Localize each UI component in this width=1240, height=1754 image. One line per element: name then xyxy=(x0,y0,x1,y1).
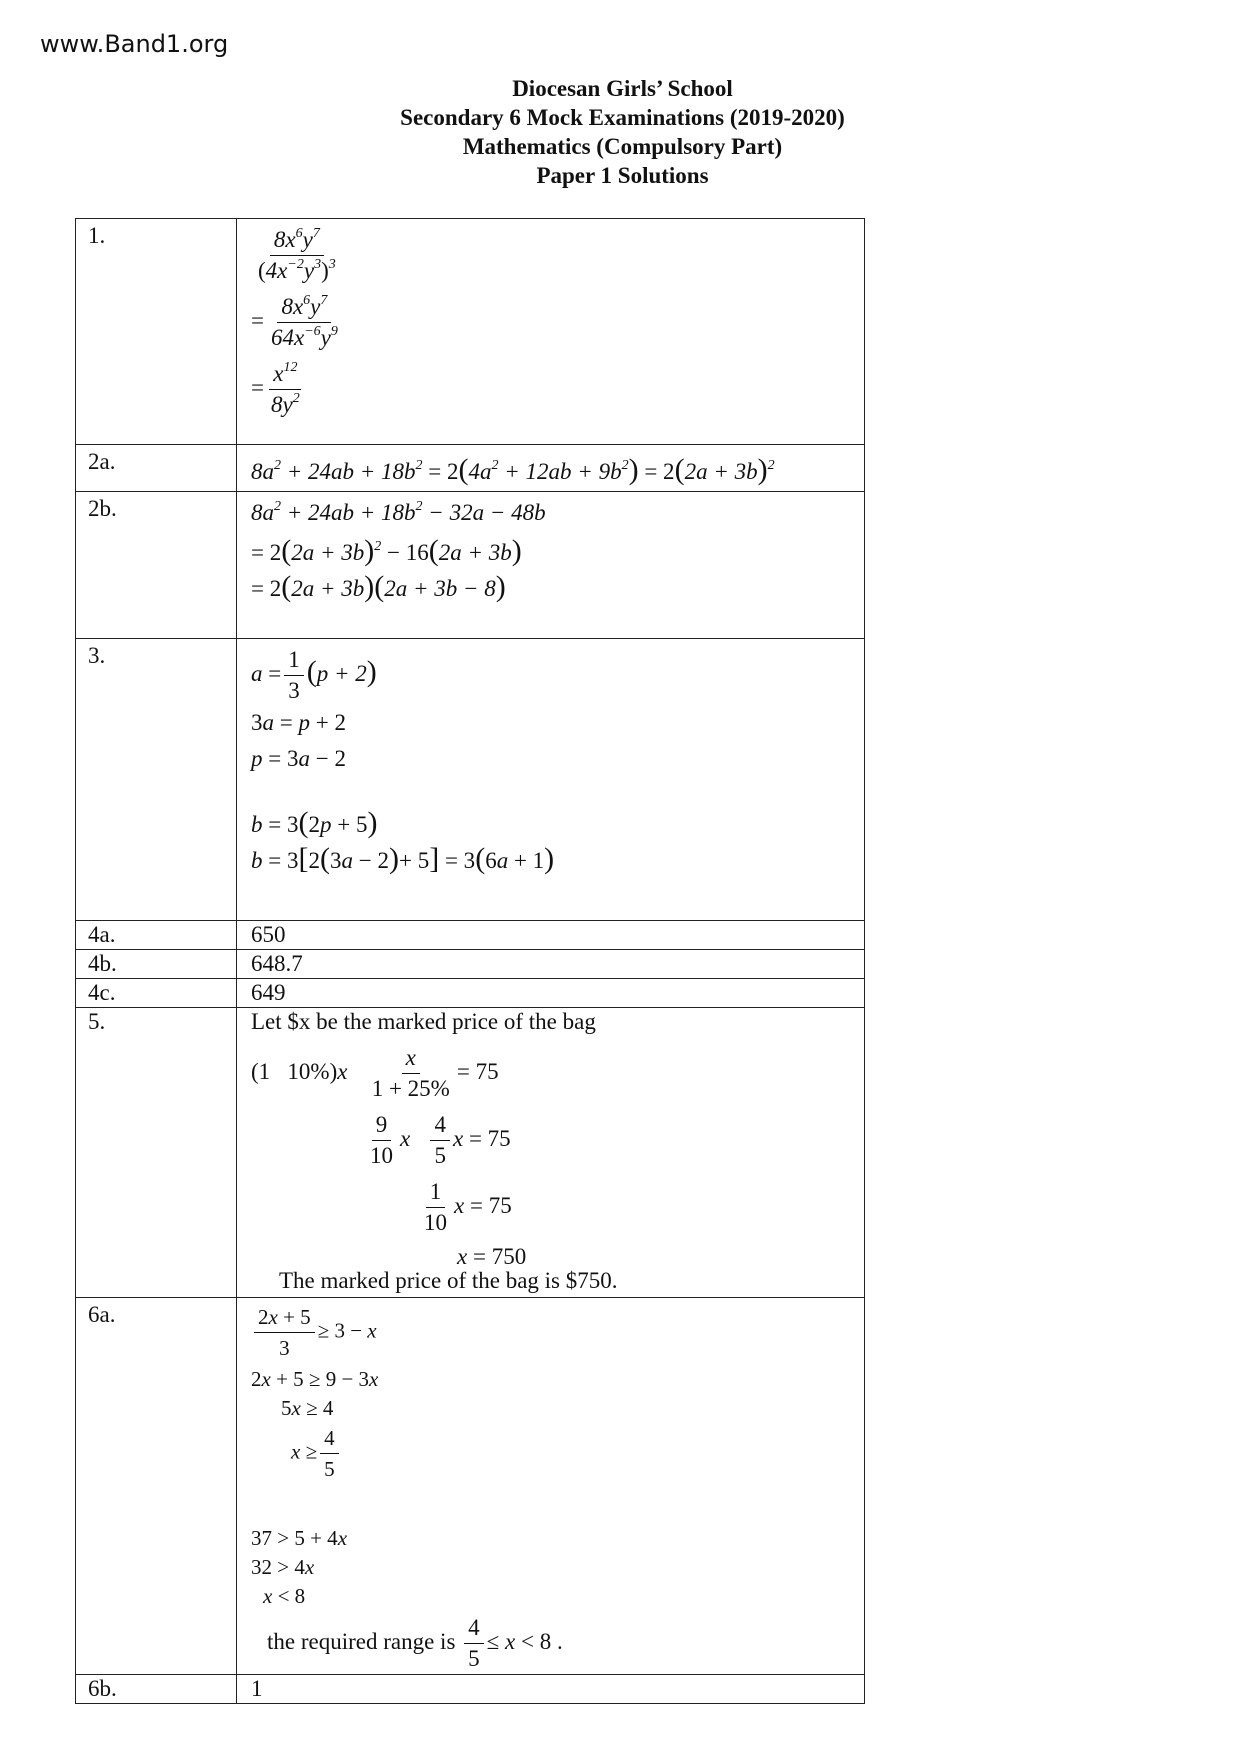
table-row xyxy=(76,979,865,1008)
answer-cell: 1 xyxy=(237,1675,865,1704)
solutions-table xyxy=(75,218,865,1704)
answer-cell: $8a^2 + 24ab + 18b^2 = 2(4a^2 + 12ab + 9b^2) = 2(2a + 3b)^2$ xyxy=(237,445,865,492)
table-row xyxy=(76,950,865,979)
question-number: 5. xyxy=(76,1008,237,1298)
table-row xyxy=(76,219,865,445)
table-row xyxy=(76,1675,865,1704)
question-number: 6a. xyxy=(76,1298,237,1675)
answer-cell: a = $\frac{1}{3}$ (p + 2) 3a = p + 2 p = 3a − 2 b = 3(2p + 5) b = 3[2(3a − 2)+ 5] = 3(6a + 1) xyxy=(237,639,865,921)
answer-cell: 649 xyxy=(237,979,865,1008)
school-name: Diocesan Girls’ School xyxy=(512,76,733,101)
answer-cell: $\frac{8x^6y^7}{(4x^{-2}y^3)^3}$ = $\frac{8x^6y^7}{64x^{-6}y^9}$ = $\frac{x^{12}}{8y^2}$ xyxy=(237,219,865,445)
question-number: 4a. xyxy=(76,921,237,950)
question-number: 4b. xyxy=(76,950,237,979)
table-row xyxy=(76,921,865,950)
paper-title: Paper 1 Solutions xyxy=(536,163,709,188)
subject-title: Mathematics (Compulsory Part) xyxy=(462,134,783,159)
exam-title: Secondary 6 Mock Examinations (2019-2020) xyxy=(400,105,845,130)
question-number: 2a. xyxy=(76,445,237,492)
answer-intro: Let $x be the marked price of the bag xyxy=(251,1009,596,1034)
table-row xyxy=(76,639,865,921)
answer-conclusion: The marked price of the bag is $750. xyxy=(279,1268,618,1293)
website-watermark: www.Band1.org xyxy=(40,30,229,58)
answer-cell: 650 xyxy=(237,921,865,950)
question-number: 3. xyxy=(76,639,237,921)
table-row xyxy=(76,1008,865,1298)
question-number: 4c. xyxy=(76,979,237,1008)
answer-cell: Let $x be the marked price of the bag (1 10%)x $\frac{x}{1 + 25\%}$ = 75 $\frac{9}{10}$ x $\frac{4}{5}$ x = 75 $\frac{1}{10}$ x = 75 x = 750 The marked price of the bag is $750. xyxy=(237,1008,865,1298)
table-row xyxy=(76,1298,865,1675)
range-conclusion: the required range is xyxy=(267,1628,456,1654)
question-number: 1. xyxy=(76,219,237,445)
question-number: 6b. xyxy=(76,1675,237,1704)
table-row xyxy=(76,445,865,492)
table-row xyxy=(76,492,865,639)
answer-cell: $\frac{2x + 5}{3}$ ≥ 3 − x 2x + 5 ≥ 9 − 3x 5x ≥ 4 x ≥ $\frac{4}{5}$ 37 > 5 + 4x 32 > 4x x < 8 the required range is $\frac{4}{5}$ ≤ x < 8 . xyxy=(237,1298,865,1675)
question-number: 2b. xyxy=(76,492,237,639)
answer-cell: $8a^2 + 24ab + 18b^2 - 32a - 48b$ = $2(2a + 3b)^2 - 16(2a + 3b)$ = 2(2a + 3b)(2a + 3b − 8) xyxy=(237,492,865,639)
answer-cell: 648.7 xyxy=(237,950,865,979)
document-header xyxy=(0,74,1240,190)
